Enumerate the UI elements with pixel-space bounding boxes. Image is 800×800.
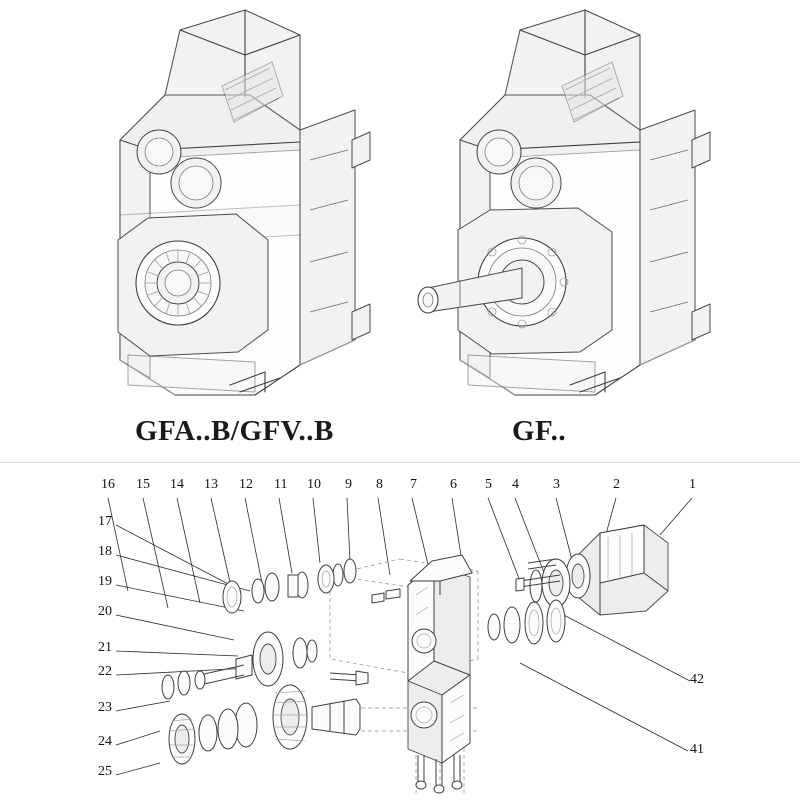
number-label-20: 20 [98, 604, 112, 619]
number-label-16: 16 [101, 477, 115, 492]
number-label-18: 18 [98, 544, 112, 559]
number-label-7: 7 [410, 477, 417, 492]
caption-right: GF.. [512, 415, 567, 447]
number-label-10: 10 [307, 477, 321, 492]
number-label-41: 41 [690, 742, 704, 757]
gearbox-left-view [118, 10, 370, 395]
number-label-11: 11 [274, 477, 288, 492]
number-label-9: 9 [345, 477, 352, 492]
gearbox-right-view [418, 10, 710, 395]
number-label-23: 23 [98, 700, 112, 715]
number-label-22: 22 [98, 664, 112, 679]
part-rings-right [488, 600, 565, 644]
number-label-12: 12 [239, 477, 253, 492]
number-label-8: 8 [376, 477, 383, 492]
number-label-4: 4 [512, 477, 519, 492]
number-label-6: 6 [450, 477, 457, 492]
part-keys [372, 589, 400, 603]
number-label-13: 13 [204, 477, 218, 492]
number-label-15: 15 [136, 477, 150, 492]
number-label-25: 25 [98, 764, 112, 779]
number-label-5: 5 [485, 477, 492, 492]
part-gear-lower [169, 685, 360, 764]
number-label-1: 1 [689, 477, 696, 492]
part-studs-upper [330, 671, 368, 685]
caption-left: GFA..B/GFV..B [135, 415, 334, 447]
part-motor-adapter [566, 525, 668, 615]
number-label-19: 19 [98, 574, 112, 589]
number-label-21: 21 [98, 640, 112, 655]
number-label-24: 24 [98, 734, 112, 749]
part-main-housing [408, 565, 470, 763]
leader-lines-right [520, 613, 690, 751]
number-label-2: 2 [613, 477, 620, 492]
number-label-14: 14 [170, 477, 184, 492]
part-small-rings-row [223, 559, 356, 613]
number-label-17: 17 [98, 514, 112, 529]
exploded-view-panel [0, 463, 800, 800]
number-label-42: 42 [690, 672, 704, 687]
number-label-3: 3 [553, 477, 560, 492]
